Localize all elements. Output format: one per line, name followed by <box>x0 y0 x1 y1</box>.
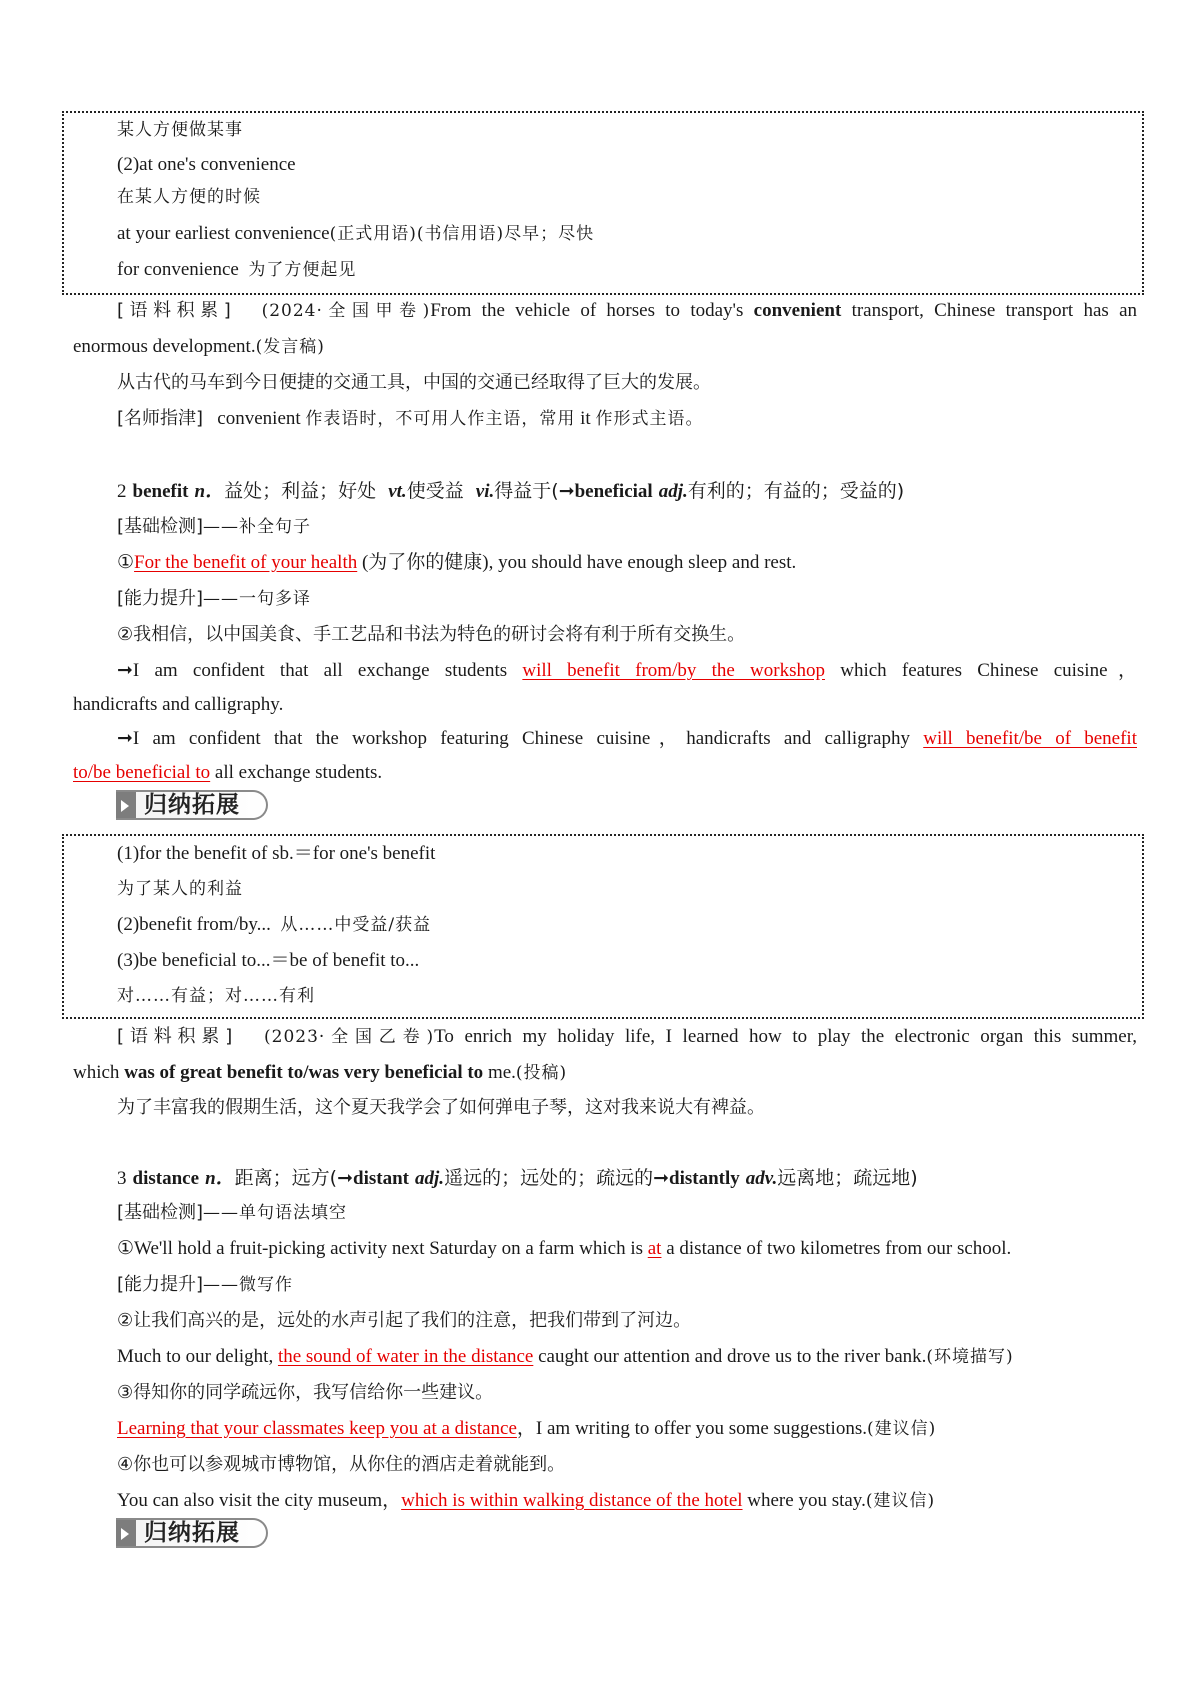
box2-line-5: 对……有益；对……有利 <box>117 986 315 1006</box>
corpus-1-translation: 从古代的马车到今日便捷的交通工具，中国的交通已经取得了巨大的发展。 <box>117 372 711 393</box>
entry-3-question-3: ③得知你的同学疏远你，我写信给你一些建议。 <box>117 1382 494 1403</box>
summary-tag-label: 归纳拓展 <box>144 792 240 818</box>
entry-3-answer-3: Learning that your classmates keep you at a distance，I am writing to offer you some suggestions.(建议信) <box>117 1418 937 1439</box>
box2-line-3: (2)benefit from/by... 从……中受益/获益 <box>117 914 432 935</box>
entry-3-answer-4: You can also visit the city museum，which is within walking distance of the hotel where you stay.(建议信) <box>117 1490 936 1511</box>
corpus-2-line-1: [语料积累] (2023·全国乙卷)To enrich my holiday life, I learned how to play the electronic organ this summer, <box>117 1026 1138 1047</box>
box2-line-4: (3)be beneficial to...＝be of benefit to... <box>117 950 420 971</box>
entry-2-translation-2: ➞I am confident that the workshop featuring Chinese cuisine，handicrafts and calligraphy will benefit/be of benefit <box>117 728 1137 749</box>
triangle-right-icon <box>121 1528 129 1540</box>
entry-2-translation-1: ➞I am confident that all exchange students will benefit from/by the workshop which features Chinese cuisine， <box>117 660 1137 681</box>
entry-2-upgrade-label: [能力提升]——一句多译 <box>117 588 312 609</box>
entry-2-heading: 2 benefit n．益处；利益；好处 vt.使受益 vi.得益于(➞beneficial adj.有利的；有益的；受益的) <box>117 480 905 502</box>
entry-3-heading: 3 distance n．距离；远方(➞distant adj.遥远的；远处的；疏远的➞distantly adv.远离地；疏远地) <box>117 1167 918 1189</box>
box1-line-1: 某人方便做某事 <box>117 120 243 140</box>
box2-line-2: 为了某人的利益 <box>117 879 243 899</box>
entry-3-check-label: [基础检测]——单句语法填空 <box>117 1202 348 1223</box>
entry-2-check-label: [基础检测]——补全句子 <box>117 516 312 537</box>
corpus-1-line-1: [语料积累] (2024·全国甲卷)From the vehicle of horses to today's convenient transport, Chinese transport has an <box>117 300 1138 321</box>
box1-line-3: 在某人方便的时候 <box>117 187 261 207</box>
entry-2-translation-1-cont: handicrafts and calligraphy. <box>73 694 284 715</box>
entry-2-question-1: ①For the benefit of your health (为了你的健康), you should have enough sleep and rest. <box>117 552 797 573</box>
entry-3-question-4: ④你也可以参观城市博物馆，从你住的酒店走着就能到。 <box>117 1454 566 1475</box>
box1-line-4: at your earliest convenience(正式用语)(书信用语)尽早；尽快 <box>117 223 595 244</box>
corpus-2-translation: 为了丰富我的假期生活，这个夏天我学会了如何弹电子琴，这对我来说大有裨益。 <box>117 1097 765 1118</box>
box1-line-2: (2)at one's convenience <box>117 154 296 175</box>
summary-tag <box>116 1518 268 1548</box>
entry-3-upgrade-label: [能力提升]——微写作 <box>117 1274 294 1295</box>
entry-2-question-2: ②我相信，以中国美食、手工艺品和书法为特色的研讨会将有利于所有交换生。 <box>117 624 746 645</box>
box1-line-5: for convenience 为了方便起见 <box>117 259 357 280</box>
triangle-right-icon <box>121 800 129 812</box>
corpus-1-line-2: enormous development.(发言稿) <box>73 336 325 357</box>
box2-line-1: (1)for the benefit of sb.＝for one's benefit <box>117 843 436 864</box>
teacher-tip-1: [名师指津] convenient 作表语时，不可用人作主语，常用 it 作形式主语。 <box>117 408 704 429</box>
entry-3-question-2: ②让我们高兴的是，远处的水声引起了我们的注意，把我们带到了河边。 <box>117 1310 692 1331</box>
entry-3-answer-2: Much to our delight, the sound of water in the distance caught our attention and drove us to the river bank.(环境描写) <box>117 1346 1014 1367</box>
corpus-2-line-2: which was of great benefit to/was very beneficial to me.(投稿) <box>73 1062 568 1083</box>
summary-tag <box>116 790 268 820</box>
summary-tag-label: 归纳拓展 <box>144 1520 240 1546</box>
entry-3-question-1: ①We'll hold a fruit-picking activity next Saturday on a farm which is at a distance of two kilometres from our school. <box>117 1238 1012 1259</box>
entry-2-translation-2-cont: to/be beneficial to all exchange students. <box>73 762 383 783</box>
